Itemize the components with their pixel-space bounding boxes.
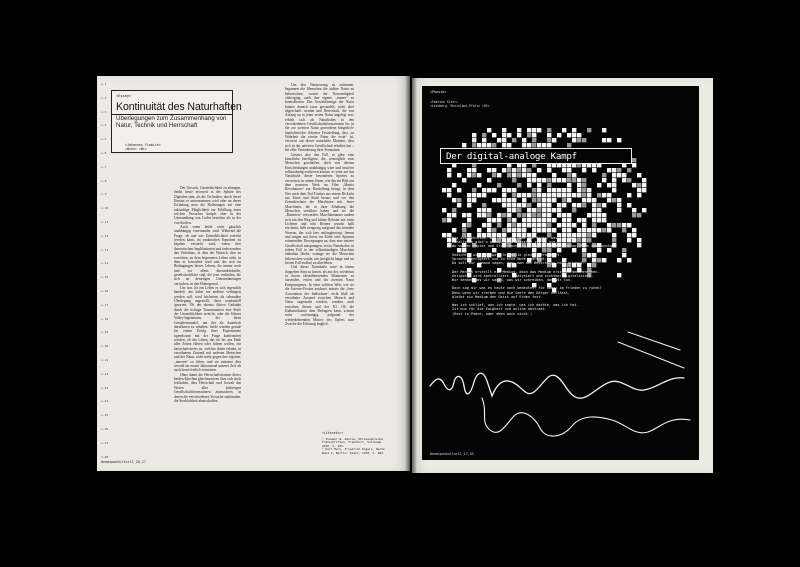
margin-tick: n.14 bbox=[101, 261, 109, 266]
margin-tick: n.24 bbox=[101, 399, 109, 404]
margin-tick: n.19 bbox=[101, 330, 109, 335]
article-title-box bbox=[111, 90, 242, 153]
margin-tick: n.10 bbox=[101, 206, 109, 211]
margin-tick: n.5 bbox=[101, 137, 107, 142]
poem-line: Parallelen gibt's genug, doch dasselbe ist es nie. bbox=[452, 240, 558, 245]
margin-tick: n.17 bbox=[101, 302, 109, 307]
poem-line: Doch sag mir was es heute noch bedeutet, für immer im Frieden zu ruhen? bbox=[452, 286, 602, 291]
margin-tick: n.18 bbox=[101, 316, 109, 321]
margin-tick: n.21 bbox=[101, 358, 109, 362]
margin-tick: n.7 bbox=[101, 164, 107, 169]
body-column-1 bbox=[174, 186, 241, 456]
margin-tick: n.12 bbox=[101, 233, 109, 238]
margin-tick: n.15 bbox=[101, 275, 109, 280]
poem-title: Der digital-analoge Kampf bbox=[446, 150, 577, 162]
author-location: «Wien» «Wi» bbox=[125, 147, 147, 151]
footnotes bbox=[322, 432, 386, 456]
margin-tick: n.25 bbox=[101, 413, 109, 418]
section-kicker: «Essay» bbox=[116, 94, 132, 98]
poem-line: Wir denken was wir sagen, was wir schreiben, das wir tun. bbox=[452, 278, 573, 282]
footnotes-label: «Literatur» bbox=[322, 431, 344, 435]
body-paragraph: Und dieses Naturhafte wäre in einem doppelten Sinn zu fassen, als aus der, wiederum in ihrem identifizierenden Momenten zu fassenden, ersten und der zweiten Natur Entsprungenes. In einer solchen Welt, wie sie die Science-Fiction zeichnet, müsste die „freie Assoziation der Individuen“ nicht bloß als versöhnter Zustand zwischen Mensch und Natur angestrebt werden, sondern auch zwischen diesen und der KI. Ob die Kulturindustrie dem Befragten kann, scheint nicht zweitrangig aufgrund der wiederkehrenden Motive des Opfers zum Zwecke der Erlösung fraglich. bbox=[285, 265, 354, 326]
body-paragraph: Um den Naturzwang zu entrinnen, begannen die Menschen die äußere Natur zu beherrschen, womit die Notwendigkeit einherging, auch ihre eigene, „innere“ zu kontrollieren. Das Gewaltförmige der Natur konnte danach zwar gewandelt, nicht aber abgeschafft werden und Herrschaft, die von Anfang an in jener ersten Natur angelegt war, erhielt sich als Naturhaftes in den verschiedenen Gesellschaftsformationen bis in die zur zweiten Natur gewordene bürgerlich-kapitalistische. Adornos Feststellung, dass „in Wahrheit die zweite Natur die erste“ ist, verweist auf dieses naturhafte Moment, dass sich in der unfreien Gesellschaft erhalten hat – bei aller Veränderung ihrer Formation. bbox=[285, 83, 354, 153]
poem-line: Was ich schlief, was ich sagte, was ich dachte, was ich tat. bbox=[452, 303, 579, 308]
handwritten-scribble-graphic bbox=[422, 86, 699, 460]
margin-tick: n.20 bbox=[101, 344, 109, 349]
poem-line: Gedichten wird getippt, Grammatik gleich verbessert. bbox=[452, 252, 562, 257]
article-title: Kontinuität des Naturhaften bbox=[116, 101, 242, 113]
poem-line: Da soll mir jemand sagen, dass man den Bezirkstyp noch erkennt. bbox=[452, 261, 585, 266]
left-page bbox=[97, 76, 410, 471]
scribble-line bbox=[430, 373, 684, 398]
body-paragraph: Gesetzt also den Fall, es gäbe eine künstliche Intelligenz, die, womöglich vom Menschen geschaffen, doch von diesem Entscheidungen unabhängig wäre und insofern selbstständig existieren könnte: es wäre auf das Naturhafte dieser besonderen Spezies zu verweisen, in einem Sinne, wie ihn ein Bild aus dem neuesten Werk im Film „Matrix Revolutions“ zur Darstellung bringt, in dem Neo nach dem Tod Trinitys aus einem Dickicht aus Eisen und Stahl heraus und vor den Zentralrechner der Maschinen tritt. Jener Maschinen, die in ihrer Erhaltung die Menschen versklavt haben und sie die „Batterien“ verwerden. Maschinenarme ranken sich um den Weg und kleine Roboter mit roten Lichtern und acht Beinen wuseln halb erscheint, halb neugierig aufgrund des fremden Wesens, das sich hier entlangbewegt, herum und zeigen mit ihren, im Käfer oder Spinnen erinnernden, Bewegungen an, dass eine unfreie Gesellschaft entsprungen, etwas Naturhaftes in jedem Fall in der selbstständigen Maschine enthalten bliebe, solange sie die Menschen beherrschen würde, um (möglicht lange und im besten Fall endlos) zu überleben. bbox=[285, 152, 354, 266]
margin-tick: n.22 bbox=[101, 371, 109, 376]
poem-line: bleibt ein Medium den Geist auf Erden fest. bbox=[452, 294, 543, 299]
footnote-item: ² Karl Marx, Friedrich Engels, Werke Band 4, Berlin: Dietz, 1978, S. 482. bbox=[322, 447, 385, 455]
poem-line: Der Mensch erstellt ein Medium, doch das Medium erstellt den Menschen. bbox=[452, 269, 600, 274]
body-paragraph: Ohne damit die Herrschaftsformen dieser beiden Epochen gleichzusetzen lässt sich doch festhalten, dass Herrschaft und Gewalt das Wesen aller bisherigen Gesellschaftsformationen ausmachten, in denen die verschiedenen Versuche stattfanden, die Sterblichkeit abzuschaffen. bbox=[174, 372, 241, 403]
body-column-2 bbox=[285, 83, 354, 465]
footnote-item: ¹ Theodor W. Adorno, Philosophische Frühschriften, Frankfurt, Suhrkamp, 2010, S. 365. bbox=[322, 436, 383, 448]
margin-tick: n.11 bbox=[101, 220, 109, 224]
margin-tick: n.9 bbox=[101, 192, 107, 197]
poem-line: Wo vorher Papier und Stift noch lag, liegt jetzt ein Laptop, Maus und Monitor. bbox=[452, 244, 617, 249]
margin-tick: n.3 bbox=[101, 109, 107, 114]
page-folio: #nemiponkultur11_17_43 bbox=[430, 452, 474, 456]
scribble-line bbox=[618, 332, 684, 368]
author-location: «Leinberg, Rheinland-Pfalz» «DE» bbox=[430, 104, 490, 108]
margin-tick: n.4 bbox=[101, 123, 107, 128]
margin-tick: n.8 bbox=[101, 178, 107, 183]
body-paragraph: Der Versuch, Unsterblichkeit zu erlangen, findet heute insoweit in der Sphäre des Digitalen statt, als die Techniken, durch deren Einsatz er unternommen wird oder an deren Erfindung man die Hoffnungen auf eine zukünftige Möglichkeit zur Erfüllung eines solchen Versuches knüpft, eher in der Umwandlung von Codes bestehen als in der von Stoffen. bbox=[174, 186, 241, 225]
margin-tick: n.16 bbox=[101, 289, 109, 293]
page-folio: #nemiponkultur11_28_17 bbox=[101, 460, 146, 464]
author-byline bbox=[125, 143, 161, 151]
right-page bbox=[412, 78, 713, 473]
section-kicker: «Poesie» bbox=[430, 90, 447, 94]
margin-tick: n.1 bbox=[101, 82, 107, 86]
body-paragraph: Auch wenn beide nicht gänzlich unabhängig voneinander sind. Während die Frage, ob und wie Unsterblichkeit erreicht werden kann, im praktischen Erproben zu bejahen versucht wird, treten ihre theoretischen Implikationen und insbesondere das Verhältnis, in dem der Wunsch, dies zu erreichen, zu dem begrenzten Leben steht, in dem er formuliert wird und das sich im Bedingungen dieses Lebens, die immer noch und vor allem überindividuelle, gesellschaftliche sind, die jene verfinden, die sich an derartigen Unternehmungen versuchen, in den Hintergrund. bbox=[174, 225, 241, 286]
scribble-line bbox=[482, 398, 690, 436]
margin-tick: n.2 bbox=[101, 95, 107, 100]
poem-line: Sprache korrigiert und in eine Norm gedrängt. bbox=[452, 257, 547, 261]
margin-tick: n.13 bbox=[101, 247, 109, 252]
margin-tick: n.28 bbox=[101, 454, 109, 459]
author-name: «Johannes Fiebich» bbox=[125, 143, 161, 147]
author-name: «Sabrina Stier» bbox=[430, 100, 458, 104]
poem-line: Getipptes wird kontrolliert, analysiert und sichtbar digitalisiert. bbox=[452, 273, 594, 278]
poem-panel bbox=[422, 86, 699, 460]
margin-tick: n.6 bbox=[101, 151, 107, 155]
margin-tick: n.23 bbox=[101, 385, 109, 390]
margin-tick: n.27 bbox=[101, 440, 109, 445]
body-paragraph: Um was für ein Leben es sich eigentlich handelt, das dabei ins endlose verlängert werden soll, wird höchstens als sekundäre Überlegung angestellt, diese tendenziell ignoriert. Ob der ebenso fiktive Gedanke durch die richtige Transmutation eine Stufe der Unsterblichkeit erreicht, oder die Silicon Valley-Ingenieurin, die ihren Gestaltenwandel, um ihn als dauerhaft abrufbaren zu erhalten: beide würden gerade bei einem Erfolg ihrer Experimente irgendwann mit der Frage konfrontiert werden, ob das Leben, das sie bis ans Ende aller Zeiten führen oder führen wollen, ein herrschaftsfreies ist, welches ihnen erlaubt, in versöhntem Zustand mit anderen Menschen und der Natur, nicht mehr gegen ihre eigenen, „inneren“ zu leben, und sie müssten dies sowohl im ersten Jahrtausend unserer Zeit als auch heute freilich verneinen. bbox=[174, 285, 241, 373]
article-subtitle: Überlegungen zum Zusammenhang von Natur, Technik und Herrschaft bbox=[116, 115, 227, 129]
poem-line: (Rest in Peace, oder eben auch nicht.) bbox=[452, 311, 533, 316]
spine-gutter-shadow bbox=[405, 72, 417, 478]
poem-line: Denn wenn wir sterben und die Seele den Körper verlässt, bbox=[452, 290, 571, 295]
margin-tick: n.26 bbox=[101, 427, 109, 431]
poem-line: Ist nun für die Ewigkeit und online abstrakt. bbox=[452, 307, 547, 312]
poem-line: Was ich schreibe, was ich sage, was ich denke, was ich tu. bbox=[452, 236, 575, 240]
